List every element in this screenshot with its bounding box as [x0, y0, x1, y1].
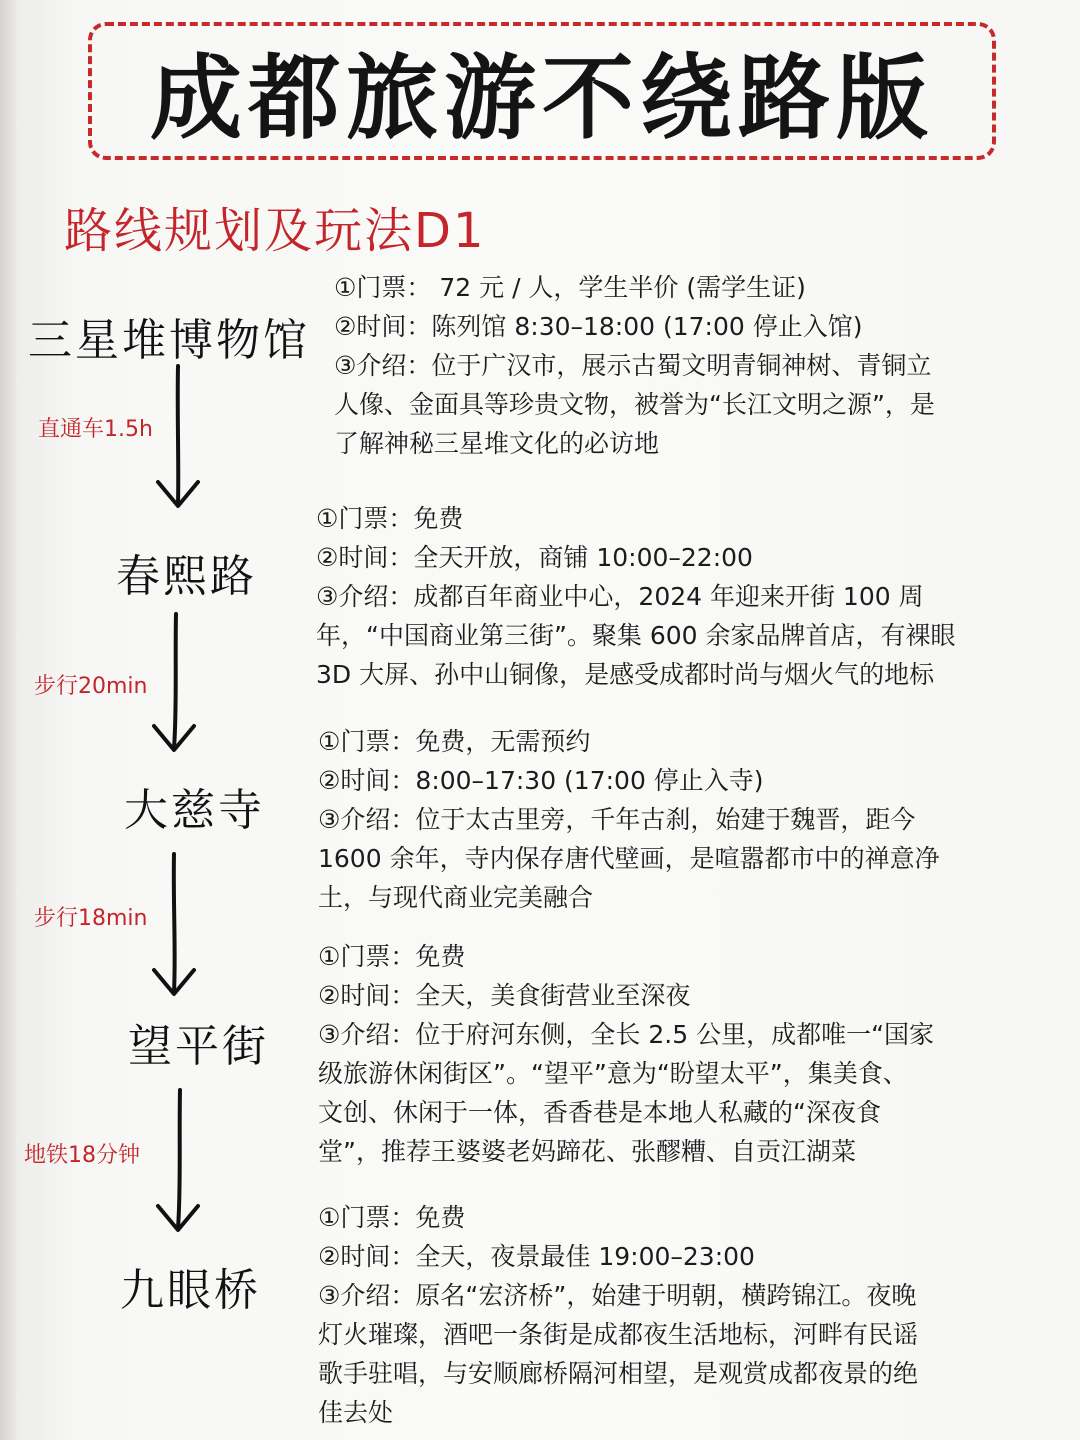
- info-line: 人像、金面具等珍贵文物，被誉为“长江文明之源”，是: [334, 390, 935, 419]
- down-arrow-icon: [150, 1088, 206, 1236]
- info-line: ②时间：8:00–17:30 (17:00 停止入寺): [318, 766, 764, 795]
- info-line: 1600 余年，寺内保存唐代壁画，是喧嚣都市中的禅意净: [318, 844, 940, 873]
- page-edge: [0, 0, 16, 1440]
- stop-name-daci-temple: 大慈寺: [124, 785, 265, 836]
- info-line: 土，与现代商业完美融合: [318, 883, 594, 912]
- info-line: 了解神秘三星堆文化的必访地: [334, 429, 660, 458]
- transport-label-1: 直通车1.5h: [38, 417, 153, 442]
- stop-name-wangping-street: 望平街: [128, 1021, 269, 1072]
- info-line: ③介绍：原名“宏济桥”，始建于明朝，横跨锦江。夜晚: [318, 1281, 917, 1310]
- info-line: ①门票：免费: [316, 504, 464, 533]
- stop-info-wangping-street: [318, 937, 934, 1171]
- stop-info-daci-temple: [318, 722, 940, 917]
- info-line: ③介绍：位于府河东侧，全长 2.5 公里，成都唯一“国家: [318, 1020, 935, 1049]
- info-line: ③介绍：位于广汉市，展示古蜀文明青铜神树、青铜立: [334, 351, 932, 380]
- transport-label-4: 地铁18分钟: [24, 1143, 140, 1168]
- info-line: 级旅游休闲街区”。“望平”意为“盼望太平”，集美食、: [318, 1059, 908, 1088]
- page-title: 成都旅游不绕路版: [149, 45, 934, 152]
- down-arrow-icon: [146, 612, 202, 756]
- info-line: 佳去处: [318, 1398, 394, 1427]
- info-line: ①门票：免费，无需预约: [318, 727, 591, 756]
- stop-info-chunxilu: [316, 499, 956, 694]
- info-line: ③介绍：位于太古里旁，千年古刹，始建于魏晋，距今: [318, 805, 916, 834]
- info-line: ②时间：陈列馆 8:30–18:00 (17:00 停止入馆): [334, 312, 863, 341]
- info-line: 堂”，推荐王婆婆老妈蹄花、张醪糟、自贡江湖菜: [318, 1137, 856, 1166]
- info-line: ②时间：全天开放，商铺 10:00–22:00: [316, 543, 753, 572]
- down-arrow-icon: [146, 852, 202, 1000]
- stop-name-sanxingdui: 三星堆博物馆: [28, 315, 310, 366]
- transport-label-2: 步行20min: [34, 674, 148, 699]
- stop-name-jiuyan-bridge: 九眼桥: [120, 1265, 261, 1316]
- info-line: 年，“中国商业第三街”。聚集 600 余家品牌首店，有裸眼: [316, 621, 956, 650]
- transport-label-3: 步行18min: [34, 906, 148, 931]
- info-line: 灯火璀璨，酒吧一条街是成都夜生活地标，河畔有民谣: [318, 1320, 919, 1349]
- down-arrow-icon: [150, 364, 206, 512]
- title-frame: [88, 22, 996, 160]
- info-line: ②时间：全天，美食街营业至深夜: [318, 981, 691, 1010]
- info-line: 文创、休闲于一体，香香巷是本地人私藏的“深夜食: [318, 1098, 881, 1127]
- info-line: 3D 大屏、孙中山铜像，是感受成都时尚与烟火气的地标: [316, 660, 935, 689]
- info-line: ②时间：全天，夜景最佳 19:00–23:00: [318, 1242, 755, 1271]
- route-subtitle: 路线规划及玩法D1: [64, 203, 486, 259]
- info-line: ①门票： 72 元 / 人，学生半价 (需学生证): [334, 273, 806, 302]
- info-line: ③介绍：成都百年商业中心，2024 年迎来开街 100 周: [316, 582, 924, 611]
- info-line: 歌手驻唱，与安顺廊桥隔河相望，是观赏成都夜景的绝: [318, 1359, 919, 1388]
- info-line: ①门票：免费: [318, 1203, 466, 1232]
- stop-info-sanxingdui: [334, 268, 935, 463]
- info-line: ①门票：免费: [318, 942, 466, 971]
- stop-info-jiuyan-bridge: [318, 1198, 918, 1432]
- stop-name-chunxilu: 春熙路: [116, 551, 257, 602]
